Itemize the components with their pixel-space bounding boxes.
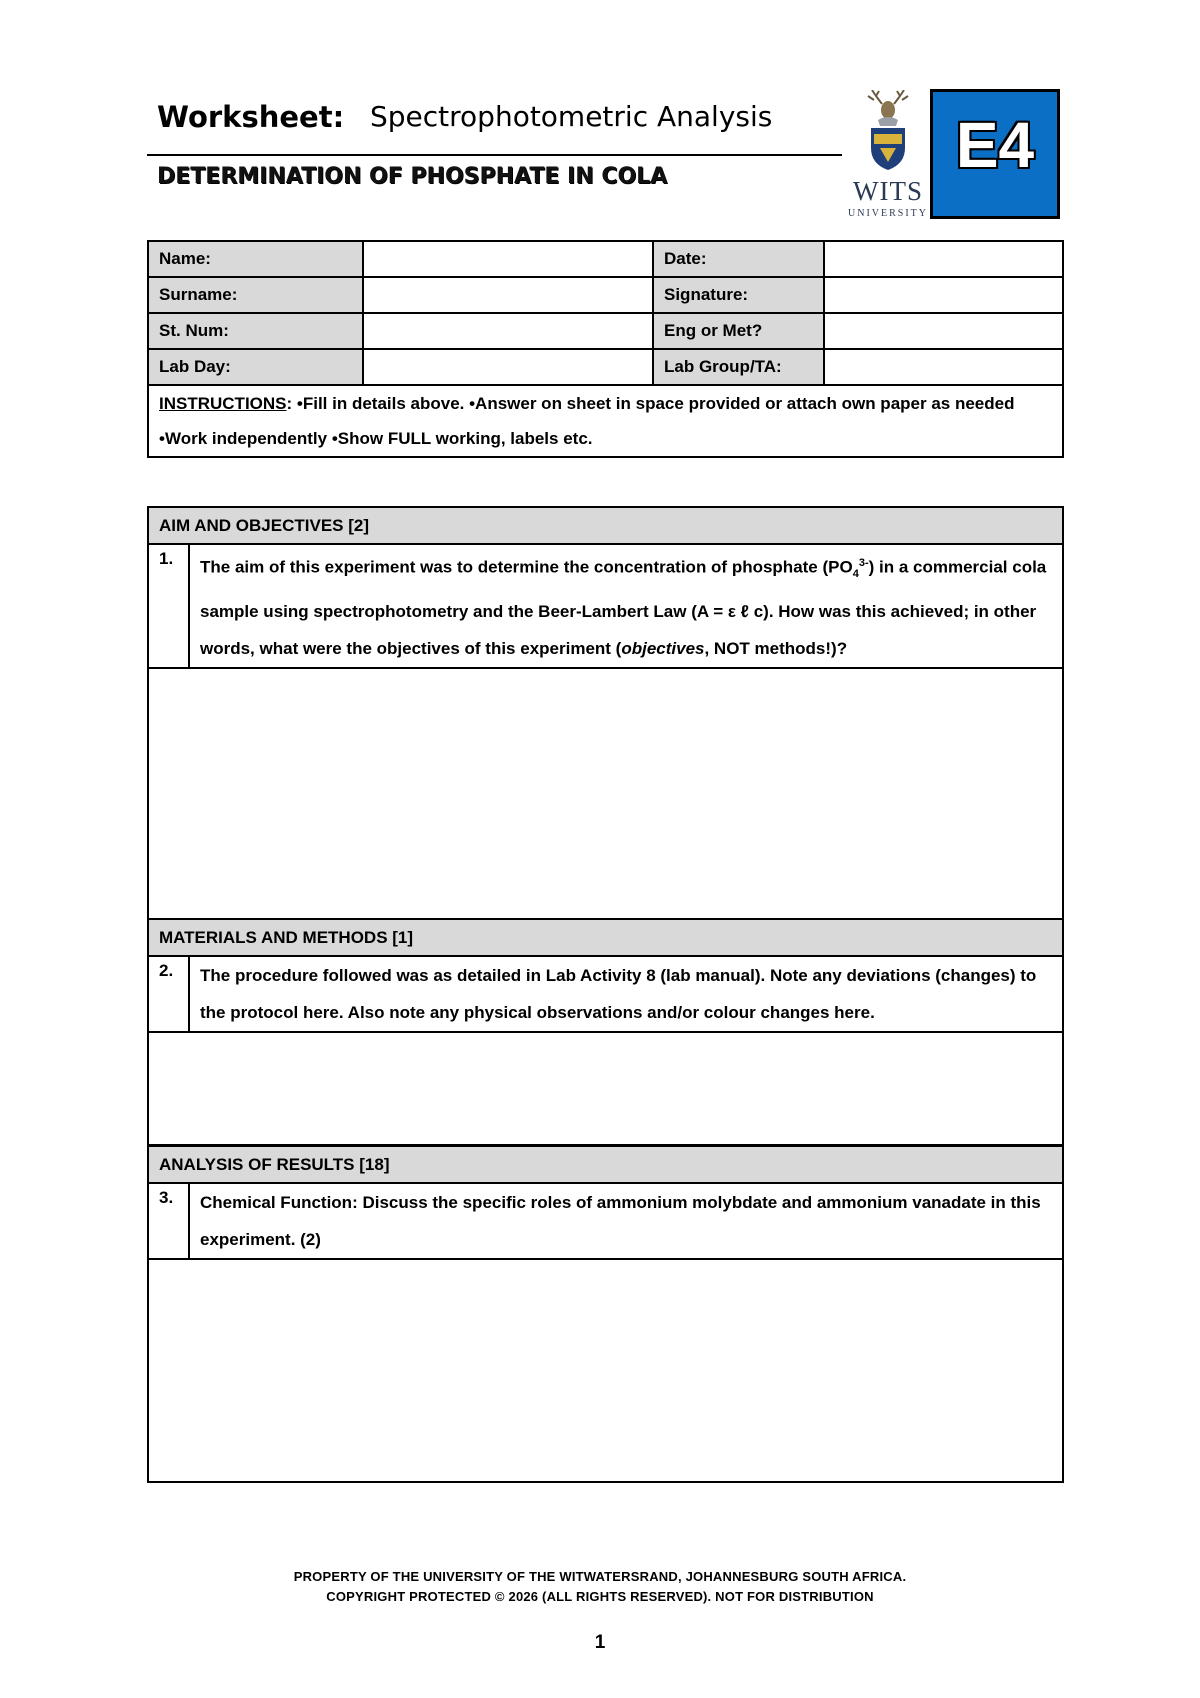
question-text (189, 544, 1063, 668)
lab-group-field[interactable] (824, 349, 1063, 385)
header-divider (147, 154, 842, 156)
worksheet-subject: Spectrophotometric Analysis (370, 100, 773, 133)
signature-field[interactable] (824, 277, 1063, 313)
question-number: 1. (148, 544, 189, 668)
table-row (148, 507, 1063, 544)
signature-label: Signature: (653, 277, 824, 313)
page-title: DETERMINATION OF PHOSPHATE IN COLA (157, 164, 668, 189)
superscript: 3- (858, 557, 869, 569)
name-label: Name: (148, 241, 363, 277)
table-row (148, 668, 1063, 929)
table-row (148, 1183, 1063, 1259)
student-details-table (147, 240, 1064, 458)
question-text: Chemical Function: Discuss the specific roles of ammonium molybdate and ammonium vanadate in this experiment. (2) (189, 1183, 1063, 1259)
table-row (148, 1032, 1063, 1145)
eng-or-met-label: Eng or Met? (653, 313, 824, 349)
aim-section (147, 506, 1064, 930)
table-row (148, 919, 1063, 956)
section-heading: ANALYSIS OF RESULTS [18] (148, 1146, 1063, 1183)
wits-crest-icon (838, 90, 938, 180)
experiment-badge (930, 89, 1060, 219)
surname-label: Surname: (148, 277, 363, 313)
experiment-badge-label: E4 (955, 109, 1035, 181)
subscript: 4 (852, 568, 859, 581)
question-text: The procedure followed was as detailed in Lab Activity 8 (lab manual). Note any deviations (changes) to the protocol here. Also note any physical observations and/or colour changes here. (189, 956, 1063, 1032)
methods-section (147, 918, 1064, 1146)
eng-or-met-field[interactable] (824, 313, 1063, 349)
table-row (148, 1146, 1063, 1183)
instructions (148, 385, 1063, 457)
question-text-part: , NOT methods!)? (704, 639, 848, 659)
answer-area[interactable] (148, 1032, 1063, 1145)
answer-area[interactable] (148, 668, 1063, 929)
table-row (148, 349, 1063, 385)
instructions-text: : •Fill in details above. •Answer on sheet in space provided or attach own paper as needed •Work independently •Show FULL working, labels etc. (159, 394, 1015, 448)
question-text-part: The aim of this experiment was to determine the concentration of phosphate (PO (200, 557, 853, 577)
student-number-field[interactable] (363, 313, 653, 349)
table-row (148, 956, 1063, 1032)
instructions-heading: INSTRUCTIONS (159, 394, 287, 413)
table-row (148, 544, 1063, 668)
footer-copyright: COPYRIGHT PROTECTED © 2026 (ALL RIGHTS RESERVED). NOT FOR DISTRIBUTION (326, 1589, 874, 1604)
wits-logo (838, 90, 938, 225)
date-label: Date: (653, 241, 824, 277)
worksheet-label: Worksheet: (157, 100, 345, 134)
lab-day-field[interactable] (363, 349, 653, 385)
question-number: 3. (148, 1183, 189, 1259)
page-number: 1 (594, 1632, 606, 1653)
surname-field[interactable] (363, 277, 653, 313)
lab-day-label: Lab Day: (148, 349, 363, 385)
student-number-label: St. Num: (148, 313, 363, 349)
section-heading: MATERIALS AND METHODS [1] (148, 919, 1063, 956)
footer-property-notice: PROPERTY OF THE UNIVERSITY OF THE WITWATERSRAND, JOHANNESBURG SOUTH AFRICA. (293, 1569, 907, 1584)
question-text-emphasis: objectives (621, 639, 705, 659)
table-row (148, 385, 1063, 457)
question-number: 2. (148, 956, 189, 1032)
table-row (148, 241, 1063, 277)
question-text-part: ) in a commercial cola sample using spectrophotometry and the Beer-Lambert Law (A = ε ℓ c). How was this achieved; in other words, what were the objectives of this experiment ( (200, 557, 1047, 659)
section-heading: AIM AND OBJECTIVES [2] (148, 507, 1063, 544)
name-field[interactable] (363, 241, 653, 277)
analysis-section (147, 1145, 1064, 1483)
answer-area[interactable] (148, 1259, 1063, 1482)
table-row (148, 1259, 1063, 1482)
experiment-badge-fill (933, 92, 1057, 216)
table-row (148, 313, 1063, 349)
table-row (148, 277, 1063, 313)
date-field[interactable] (824, 241, 1063, 277)
logo-wordmark: WITS (853, 176, 923, 206)
logo-subtext: UNIVERSITY (848, 208, 928, 219)
lab-group-label: Lab Group/TA: (653, 349, 824, 385)
